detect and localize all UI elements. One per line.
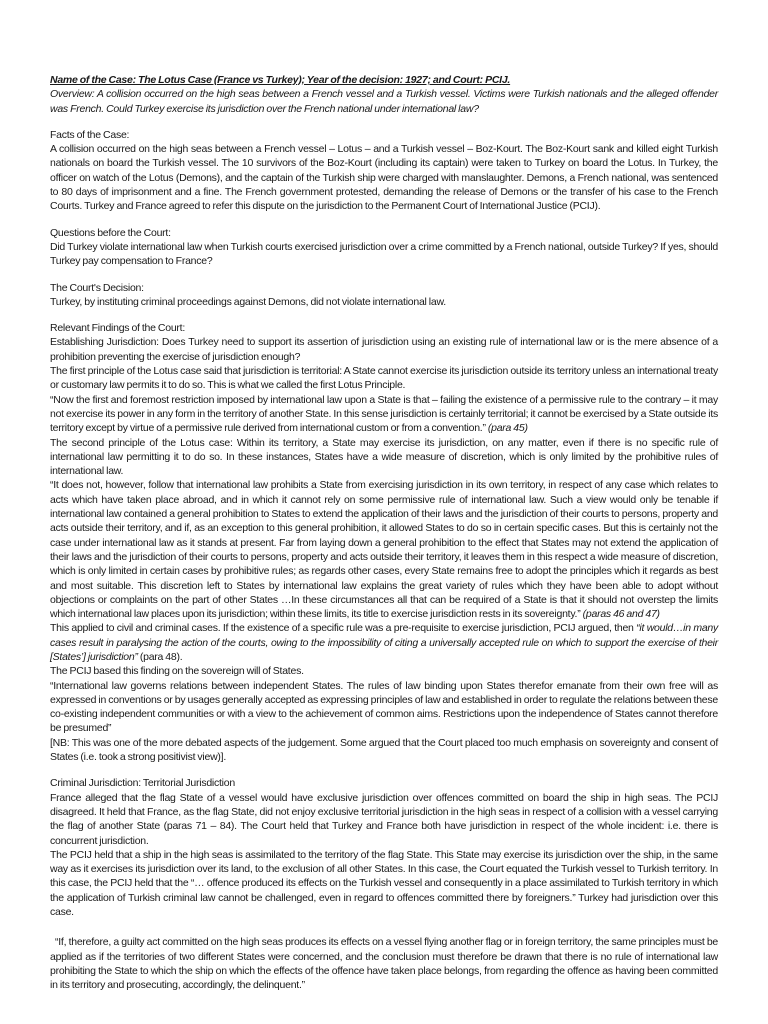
spacer	[50, 269, 718, 281]
findings-heading: Relevant Findings of the Court:	[50, 322, 185, 335]
document-body	[50, 73, 718, 993]
findings-sovereign-will: The PCIJ based this finding on the sovereign will of States.	[50, 665, 304, 678]
quote-citation: (paras 46 and 47)	[582, 608, 660, 621]
findings-nb-note: [NB: This was one of the more debated aspects of the judgement. Some argued that the Court placed too much emphasis on sovereignty and consent of States (i.e. took a strong positivist view)].	[50, 736, 718, 764]
findings-quote-para45	[50, 393, 718, 436]
spacer	[50, 919, 718, 935]
criminal-quote-guilty-act: “If, therefore, a guilty act committed on the high seas produces its effects on a vessel flying another flag or in foreign territory, the same principles must be applied as if the territories of two different States were concerned, and the conclusion must therefore be drawn that there is no rule of international law prohibiting the State to which the ship on which the effects of the offence have taken place belongs, from regarding the offence as having been committed in its territory and prosecuting, accordingly, the delinquent.”	[50, 936, 718, 992]
findings-second-principle: The second principle of the Lotus case: Within its territory, a State may exercise its jurisdiction, on any matter, even if there is no specific rule of international law permitting it to do so. In these instances, States have a wide measure of discretion, which is only limited by the prohibitive rules of international law.	[50, 436, 718, 478]
paragraph-lead: This applied to civil and criminal cases. If the existence of a specific rule was a pre-requisite to exercise jurisdiction, PCIJ argued, then	[50, 622, 637, 635]
findings-jurisdiction-question: Establishing Jurisdiction: Does Turkey need to support its assertion of jurisdiction using an existing rule of international law or is the mere absence of a prohibition preventing the exercise of jurisdiction enough?	[50, 336, 718, 363]
criminal-ship-territory: The PCIJ held that a ship in the high seas is assimilated to the territory of the flag State. This State may exercise its jurisdiction over the ship, in the same way as it exercises its jurisdiction over its land, to the exclusion of all other States. In this case, the Court equated the Turkish vessel to Turkish territory. In this case, the PCIJ held that the “… offence produced its effects on the Turkish vessel and consequently in a place assimilated to Turkish territory in which the application of Turkish criminal law cannot be challenged, even in regard to offences committed there by foreigners.” Turkey had jurisdiction over this case.	[50, 848, 718, 919]
findings-quote-para46-47	[50, 478, 718, 621]
quote-citation: (para 48).	[137, 650, 183, 663]
criminal-heading: Criminal Jurisdiction: Territorial Jurisdiction	[50, 777, 235, 790]
spacer	[50, 764, 718, 776]
quote-text: “Now the first and foremost restriction imposed by international law upon a State is that – failing the existence of a permissive rule to the contrary – it may not exercise its power in any form in the territory of another State. In this sense jurisdiction is certainly territorial; it cannot be exercised by a State outside its territory except by virtue of a permissive rule derived from international custom or from a convention.”	[50, 393, 718, 435]
facts-heading: Facts of the Case:	[50, 128, 130, 141]
spacer	[50, 309, 718, 321]
spacer	[50, 116, 718, 128]
quote-text: “It does not, however, follow that international law prohibits a State from exercising jurisdiction in its own territory, in respect of any case which relates to acts which have taken place abroad, and in which it cannot rely on some permissive rule of international law. Such a view would only be tenable if international law contained a general prohibition to States to extend the application of their laws and the jurisdiction of their courts to persons, property and acts outside their territory, and if, as an exception to this general prohibition, it allowed States to do so in certain specific cases. But this is certainly not the case under international law as it stands at present. Far from laying down a general prohibition to the effect that States may not extend the application of their laws and the jurisdiction of their courts to persons, property and acts outside their territory, it leaves them in this respect a wide measure of discretion, which is only limited in certain cases by prohibitive rules; as regards other cases, every State remains free to adopt the principles which it regards as best and most suitable. This discretion left to States by international law explains the great variety of rules which they have been able to adopt without objections or complaints on the part of other States …In these circumstances all that can be required of a State is that it should not overstep the limits which international law places upon its jurisdiction; within these limits, its title to exercise jurisdiction rests in its sovereignty.”	[50, 479, 718, 621]
questions-heading: Questions before the Court:	[50, 226, 171, 239]
inline-quote: “it would…in many cases result in paralysing the action of the courts, owing to the impossibility of citing a universally accepted rule on which to support the exercise of their [States’] jurisdiction”	[50, 622, 718, 663]
quote-citation: (para 45)	[487, 422, 528, 435]
case-title: Name of the Case: The Lotus Case (France vs Turkey); Year of the decision: 1927; and Court: PCIJ.	[50, 74, 511, 86]
decision-heading: The Court's Decision:	[50, 281, 144, 294]
spacer	[50, 214, 718, 226]
findings-civil-criminal	[50, 621, 718, 664]
facts-text: A collision occurred on the high seas between a French vessel – Lotus – and a Turkish vessel – Boz-Kourt. The Boz-Kourt sank and killed eight Turkish nationals on board the Turkish vessel. The 10 survivors of the Boz-Kourt (including its captain) were taken to Turkey on board the Lotus. In Turkey, the officer on watch of the Lotus (Demons), and the captain of the Turkish ship were charged with manslaughter. Demons, a French national, was sentenced to 80 days of imprisonment and a fine. The French government protested, demanding the release of Demons or the transfer of his case to the French Courts. Turkey and France agreed to refer this dispute on the jurisdiction to the Permanent Court of International Justice (PCIJ).	[50, 143, 718, 213]
decision-text: Turkey, by instituting criminal proceedings against Demons, did not violate international law.	[50, 295, 446, 308]
questions-text: Did Turkey violate international law when Turkish courts exercised jurisdiction over a crime committed by a French national, outside Turkey? If yes, should Turkey pay compensation to France?	[50, 240, 718, 268]
findings-first-principle: The first principle of the Lotus case said that jurisdiction is territorial: A State cannot exercise its jurisdiction outside its territory unless an international treaty or customary law permits it to do so. This is what we called the first Lotus Principle.	[50, 365, 718, 392]
overview-text: Overview: A collision occurred on the high seas between a French vessel and a Turkish vessel. Victims were Turkish nationals and the alleged offender was French. Could Turkey exercise its jurisdiction over the French national under international law?	[50, 88, 718, 115]
findings-quote-international-law: “International law governs relations between independent States. The rules of law binding upon States therefor emanate from their own free will as expressed in conventions or by usages generally accepted as expressing principles of law and established in order to regulate the relations between these co-existing independent communities or with a view to the achievement of common aims. Restrictions upon the independence of States cannot therefore be presumed”	[50, 679, 718, 735]
criminal-flag-state: France alleged that the flag State of a vessel would have exclusive jurisdiction over offences committed on board the ship in high seas. The PCIJ disagreed. It held that France, as the flag State, did not enjoy exclusive territorial jurisdiction in the high seas in respect of a collision with a vessel carrying the flag of another State (paras 71 – 84). The Court held that Turkey and France both have jurisdiction in respect of the whole incident: i.e. there is concurrent jurisdiction.	[50, 791, 718, 847]
